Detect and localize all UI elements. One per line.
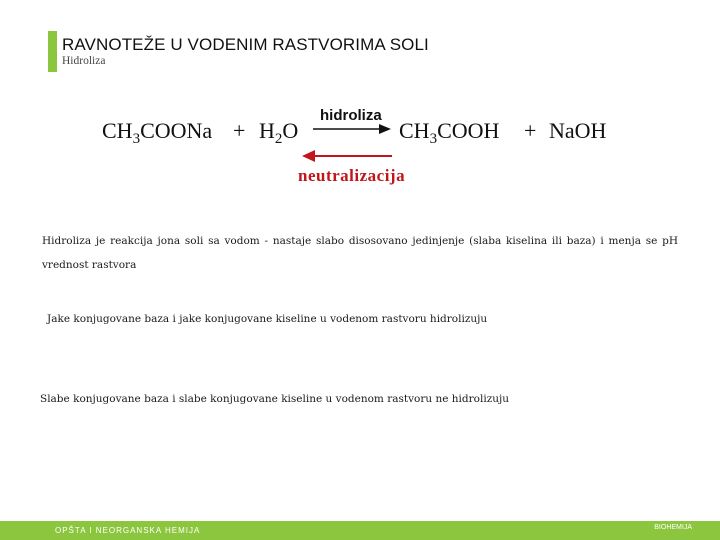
footer-department: BIOHEMIJA [654, 524, 692, 531]
hydrolysis-definition: Hidroliza je reakcija jona soli sa vodom - nastaje slabo disosovano jedinjenje (slaba kiselina ili baza) i menja se pH vrednost rastvora [42, 235, 678, 271]
product-sodium-hydroxide: NaOH [549, 118, 607, 143]
product-acetic-acid: $CH_3COOH$ [399, 118, 500, 147]
footer-course-name: OPŠTA I NEORGANSKA HEMIJA [55, 526, 201, 535]
slide-title: RAVNOTEŽE U VODENIM RASTVORIMA SOLI [62, 35, 429, 54]
plus-sign: + [524, 118, 537, 143]
reverse-arrowhead-icon [302, 150, 315, 162]
slide-subtitle: Hidroliza [62, 55, 106, 67]
reactant-sodium-acetate: $CH_3COONa$ [102, 118, 213, 147]
weak-conjugates-statement: Slabe konjugovane baza i slabe konjugovane kiseline u vodenom rastvoru ne hidrolizuju [40, 393, 510, 405]
strong-conjugates-statement: Jake konjugovane baza i jake konjugovane kiseline u vodenom rastvoru hidrolizuju [47, 313, 488, 325]
forward-reaction-label: hidroliza [320, 107, 382, 124]
plus-sign: + [233, 118, 246, 143]
reactant-water: $H_2O$ [259, 118, 299, 147]
reverse-reaction-label: neutralizacija [298, 166, 406, 185]
reaction-equation [0, 0, 720, 200]
footer-bar [0, 521, 720, 540]
forward-arrowhead-icon [379, 124, 391, 134]
